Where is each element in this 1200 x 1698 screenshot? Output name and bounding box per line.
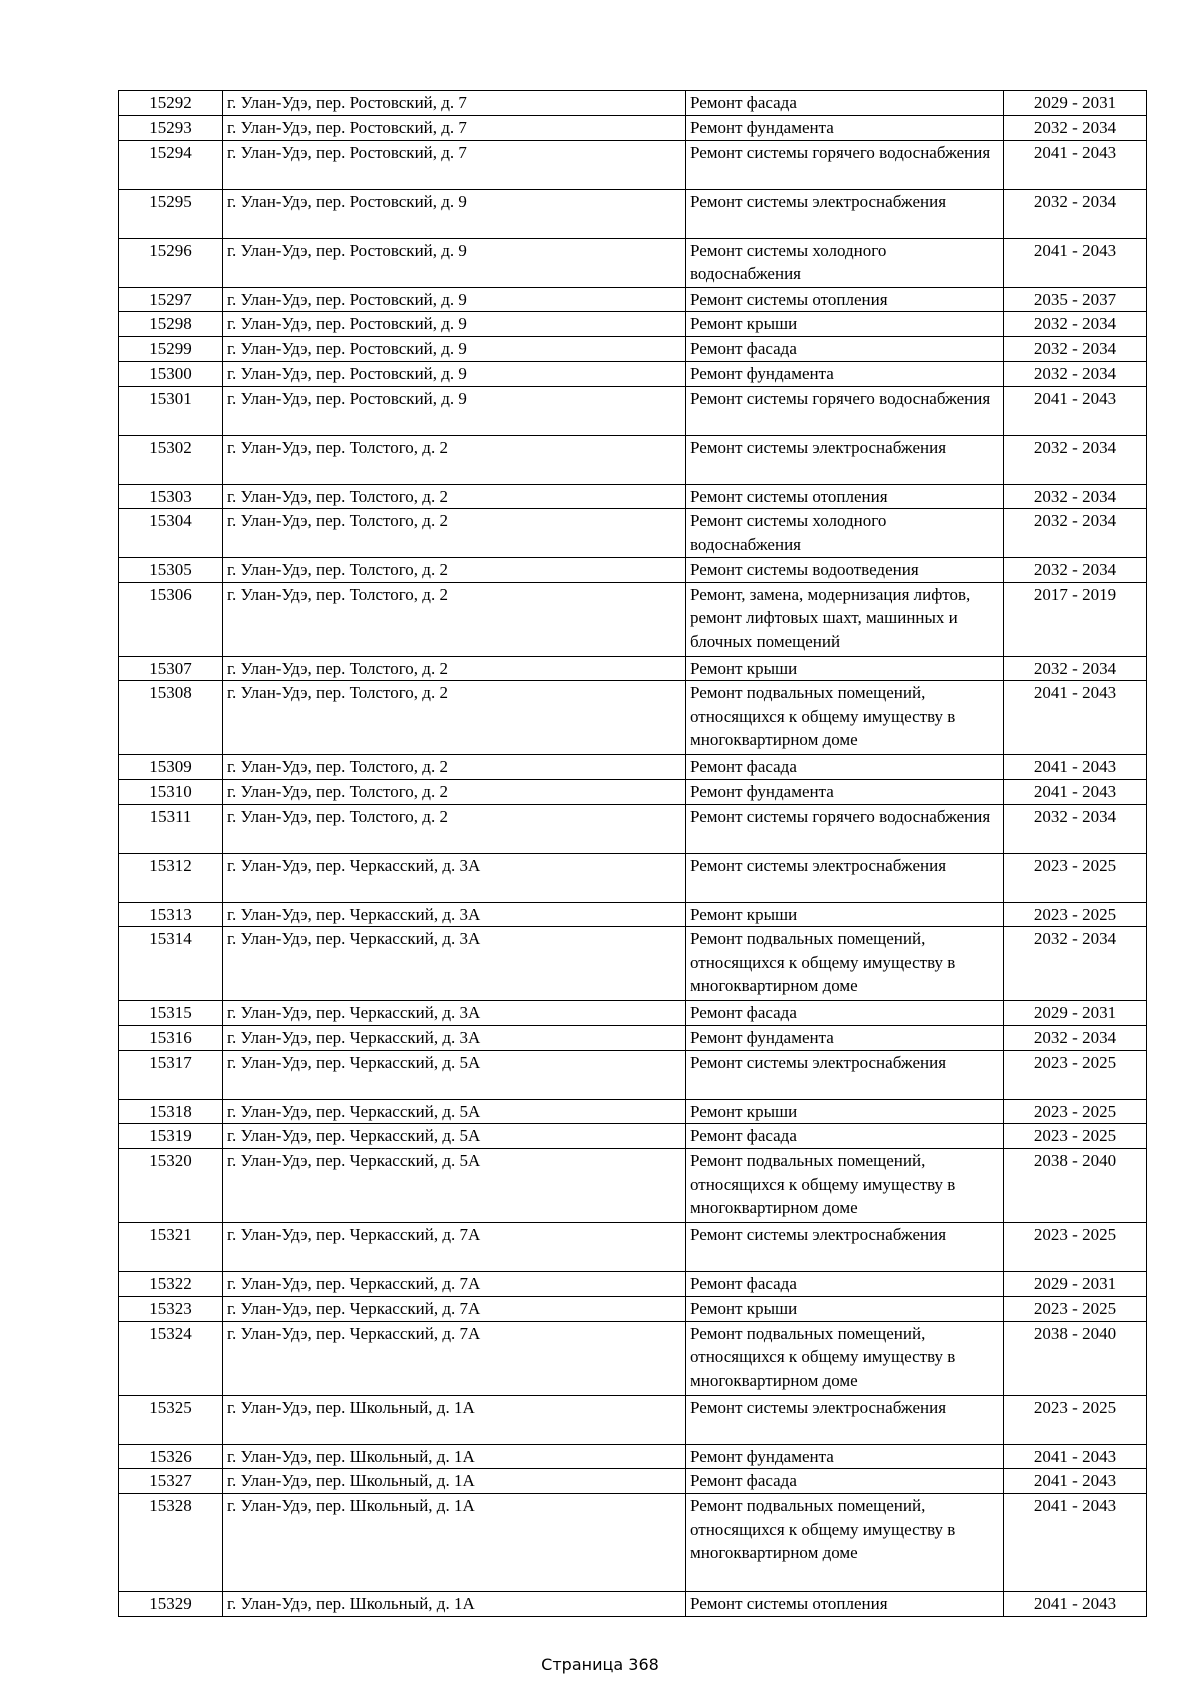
row-address: г. Улан-Удэ, пер. Черкасский, д. 7А [223,1223,686,1272]
row-years: 2023 - 2025 [1004,1050,1147,1099]
row-address: г. Улан-Удэ, пер. Ростовский, д. 7 [223,115,686,140]
row-address: г. Улан-Удэ, пер. Черкасский, д. 5А [223,1124,686,1149]
row-work: Ремонт системы электроснабжения [686,853,1004,902]
row-id: 15317 [119,1050,223,1099]
row-id: 15316 [119,1025,223,1050]
row-address: г. Улан-Удэ, пер. Ростовский, д. 9 [223,312,686,337]
row-years: 2023 - 2025 [1004,1223,1147,1272]
row-address: г. Улан-Удэ, пер. Толстого, д. 2 [223,509,686,558]
row-address: г. Улан-Удэ, пер. Черкасский, д. 3А [223,927,686,1001]
row-id: 15318 [119,1099,223,1124]
table-row [119,287,1147,312]
row-address: г. Улан-Удэ, пер. Школьный, д. 1А [223,1444,686,1469]
row-work: Ремонт подвальных помещений, относящихся к общему имуществу в многоквартирном доме [686,1321,1004,1395]
row-id: 15306 [119,582,223,656]
row-years: 2032 - 2034 [1004,115,1147,140]
row-address: г. Улан-Удэ, пер. Школьный, д. 1А [223,1395,686,1444]
table-row [119,386,1147,435]
row-id: 15292 [119,91,223,116]
row-years: 2029 - 2031 [1004,91,1147,116]
row-years: 2041 - 2043 [1004,238,1147,287]
row-work: Ремонт, замена, модернизация лифтов, ремонт лифтовых шахт, машинных и блочных помещений [686,582,1004,656]
row-work: Ремонт системы отопления [686,484,1004,509]
table-row [119,361,1147,386]
row-id: 15298 [119,312,223,337]
table-row [119,780,1147,805]
row-address: г. Улан-Удэ, пер. Толстого, д. 2 [223,435,686,484]
table-row [119,1149,1147,1223]
table-row [119,1444,1147,1469]
row-address: г. Улан-Удэ, пер. Толстого, д. 2 [223,755,686,780]
row-work: Ремонт подвальных помещений, относящихся к общему имуществу в многоквартирном доме [686,1494,1004,1592]
table-row [119,927,1147,1001]
row-address: г. Улан-Удэ, пер. Ростовский, д. 9 [223,361,686,386]
row-years: 2032 - 2034 [1004,558,1147,583]
row-id: 15294 [119,140,223,189]
row-work: Ремонт крыши [686,902,1004,927]
row-id: 15310 [119,780,223,805]
row-years: 2032 - 2034 [1004,361,1147,386]
row-work: Ремонт фасада [686,1124,1004,1149]
row-work: Ремонт фасада [686,337,1004,362]
row-address: г. Улан-Удэ, пер. Ростовский, д. 7 [223,140,686,189]
row-address: г. Улан-Удэ, пер. Толстого, д. 2 [223,484,686,509]
row-address: г. Улан-Удэ, пер. Черкасский, д. 3А [223,1001,686,1026]
row-id: 15322 [119,1272,223,1297]
row-id: 15326 [119,1444,223,1469]
row-address: г. Улан-Удэ, пер. Ростовский, д. 9 [223,386,686,435]
row-address: г. Улан-Удэ, пер. Черкасский, д. 5А [223,1050,686,1099]
table-row [119,1099,1147,1124]
row-work: Ремонт подвальных помещений, относящихся к общему имуществу в многоквартирном доме [686,681,1004,755]
row-years: 2041 - 2043 [1004,780,1147,805]
row-id: 15308 [119,681,223,755]
table-row [119,312,1147,337]
row-work: Ремонт крыши [686,656,1004,681]
row-id: 15297 [119,287,223,312]
row-address: г. Улан-Удэ, пер. Ростовский, д. 9 [223,287,686,312]
table-row [119,337,1147,362]
row-years: 2032 - 2034 [1004,804,1147,853]
table-row [119,1395,1147,1444]
row-work: Ремонт крыши [686,1296,1004,1321]
row-years: 2029 - 2031 [1004,1272,1147,1297]
table-row [119,681,1147,755]
row-years: 2032 - 2034 [1004,312,1147,337]
row-id: 15315 [119,1001,223,1026]
row-years: 2041 - 2043 [1004,386,1147,435]
table-row [119,509,1147,558]
row-id: 15304 [119,509,223,558]
row-work: Ремонт фундамента [686,115,1004,140]
row-years: 2023 - 2025 [1004,853,1147,902]
row-id: 15323 [119,1296,223,1321]
table-row [119,1124,1147,1149]
table-row [119,115,1147,140]
table-row [119,1469,1147,1494]
row-work: Ремонт подвальных помещений, относящихся к общему имуществу в многоквартирном доме [686,927,1004,1001]
row-address: г. Улан-Удэ, пер. Черкасский, д. 3А [223,902,686,927]
row-work: Ремонт системы водоотведения [686,558,1004,583]
row-years: 2041 - 2043 [1004,140,1147,189]
table-row [119,804,1147,853]
row-work: Ремонт системы электроснабжения [686,1050,1004,1099]
table-row [119,1223,1147,1272]
table-row [119,1001,1147,1026]
row-years: 2029 - 2031 [1004,1001,1147,1026]
row-address: г. Улан-Удэ, пер. Ростовский, д. 7 [223,91,686,116]
row-address: г. Улан-Удэ, пер. Школьный, д. 1А [223,1469,686,1494]
row-id: 15293 [119,115,223,140]
row-years: 2041 - 2043 [1004,1444,1147,1469]
row-years: 2038 - 2040 [1004,1149,1147,1223]
row-work: Ремонт системы холодного водоснабжения [686,509,1004,558]
row-years: 2032 - 2034 [1004,189,1147,238]
row-years: 2032 - 2034 [1004,435,1147,484]
row-address: г. Улан-Удэ, пер. Толстого, д. 2 [223,656,686,681]
row-address: г. Улан-Удэ, пер. Ростовский, д. 9 [223,238,686,287]
row-id: 15305 [119,558,223,583]
row-years: 2032 - 2034 [1004,927,1147,1001]
table-row [119,484,1147,509]
table-row [119,1025,1147,1050]
row-work: Ремонт фасада [686,91,1004,116]
row-address: г. Улан-Удэ, пер. Ростовский, д. 9 [223,337,686,362]
row-address: г. Улан-Удэ, пер. Ростовский, д. 9 [223,189,686,238]
row-years: 2041 - 2043 [1004,755,1147,780]
row-work: Ремонт системы горячего водоснабжения [686,386,1004,435]
row-id: 15320 [119,1149,223,1223]
row-id: 15295 [119,189,223,238]
row-work: Ремонт системы электроснабжения [686,1395,1004,1444]
row-id: 15314 [119,927,223,1001]
row-address: г. Улан-Удэ, пер. Черкасский, д. 5А [223,1099,686,1124]
row-years: 2017 - 2019 [1004,582,1147,656]
row-years: 2041 - 2043 [1004,1592,1147,1617]
row-work: Ремонт фундамента [686,780,1004,805]
row-years: 2041 - 2043 [1004,1469,1147,1494]
row-years: 2023 - 2025 [1004,1395,1147,1444]
row-address: г. Улан-Удэ, пер. Толстого, д. 2 [223,558,686,583]
row-id: 15327 [119,1469,223,1494]
row-years: 2023 - 2025 [1004,1099,1147,1124]
row-id: 15296 [119,238,223,287]
row-years: 2032 - 2034 [1004,1025,1147,1050]
row-years: 2032 - 2034 [1004,509,1147,558]
row-work: Ремонт системы горячего водоснабжения [686,804,1004,853]
table-row [119,1272,1147,1297]
table-row [119,853,1147,902]
row-id: 15299 [119,337,223,362]
table-row [119,558,1147,583]
row-address: г. Улан-Удэ, пер. Школьный, д. 1А [223,1592,686,1617]
row-work: Ремонт фасада [686,755,1004,780]
row-id: 15303 [119,484,223,509]
row-id: 15301 [119,386,223,435]
table-row [119,1592,1147,1617]
row-work: Ремонт системы холодного водоснабжения [686,238,1004,287]
row-years: 2032 - 2034 [1004,337,1147,362]
row-years: 2032 - 2034 [1004,484,1147,509]
row-years: 2023 - 2025 [1004,1296,1147,1321]
page-number: Страница 368 [541,1655,659,1674]
row-id: 15309 [119,755,223,780]
row-id: 15319 [119,1124,223,1149]
row-work: Ремонт крыши [686,312,1004,337]
row-work: Ремонт фундамента [686,1025,1004,1050]
row-work: Ремонт системы горячего водоснабжения [686,140,1004,189]
row-years: 2023 - 2025 [1004,1124,1147,1149]
row-years: 2023 - 2025 [1004,902,1147,927]
table-row [119,755,1147,780]
table-row [119,91,1147,116]
row-years: 2041 - 2043 [1004,681,1147,755]
row-id: 15325 [119,1395,223,1444]
row-address: г. Улан-Удэ, пер. Школьный, д. 1А [223,1494,686,1592]
row-id: 15312 [119,853,223,902]
row-work: Ремонт фасада [686,1469,1004,1494]
row-work: Ремонт системы электроснабжения [686,435,1004,484]
row-work: Ремонт системы электроснабжения [686,189,1004,238]
row-work: Ремонт фундамента [686,361,1004,386]
row-work: Ремонт подвальных помещений, относящихся к общему имуществу в многоквартирном доме [686,1149,1004,1223]
table-row [119,238,1147,287]
row-address: г. Улан-Удэ, пер. Черкасский, д. 7А [223,1321,686,1395]
row-work: Ремонт системы электроснабжения [686,1223,1004,1272]
table-row [119,189,1147,238]
row-address: г. Улан-Удэ, пер. Толстого, д. 2 [223,804,686,853]
row-work: Ремонт фасада [686,1001,1004,1026]
row-id: 15313 [119,902,223,927]
table-row [119,1050,1147,1099]
row-years: 2038 - 2040 [1004,1321,1147,1395]
row-address: г. Улан-Удэ, пер. Черкасский, д. 7А [223,1296,686,1321]
table-row [119,1321,1147,1395]
row-id: 15324 [119,1321,223,1395]
row-years: 2032 - 2034 [1004,656,1147,681]
table-row [119,902,1147,927]
row-address: г. Улан-Удэ, пер. Черкасский, д. 3А [223,853,686,902]
table-row [119,1494,1147,1592]
row-work: Ремонт фундамента [686,1444,1004,1469]
row-address: г. Улан-Удэ, пер. Черкасский, д. 3А [223,1025,686,1050]
table-body [119,91,1147,1617]
row-work: Ремонт системы отопления [686,287,1004,312]
row-id: 15329 [119,1592,223,1617]
table-row [119,1296,1147,1321]
row-work: Ремонт фасада [686,1272,1004,1297]
row-years: 2035 - 2037 [1004,287,1147,312]
row-address: г. Улан-Удэ, пер. Толстого, д. 2 [223,681,686,755]
table-row [119,656,1147,681]
row-id: 15300 [119,361,223,386]
table-row [119,582,1147,656]
row-id: 15328 [119,1494,223,1592]
row-work: Ремонт системы отопления [686,1592,1004,1617]
row-address: г. Улан-Удэ, пер. Толстого, д. 2 [223,582,686,656]
row-address: г. Улан-Удэ, пер. Черкасский, д. 5А [223,1149,686,1223]
row-address: г. Улан-Удэ, пер. Черкасский, д. 7А [223,1272,686,1297]
row-id: 15311 [119,804,223,853]
row-id: 15302 [119,435,223,484]
row-years: 2041 - 2043 [1004,1494,1147,1592]
row-id: 15307 [119,656,223,681]
repair-schedule-table [118,90,1147,1617]
table-row [119,435,1147,484]
row-id: 15321 [119,1223,223,1272]
row-work: Ремонт крыши [686,1099,1004,1124]
row-address: г. Улан-Удэ, пер. Толстого, д. 2 [223,780,686,805]
table-row [119,140,1147,189]
